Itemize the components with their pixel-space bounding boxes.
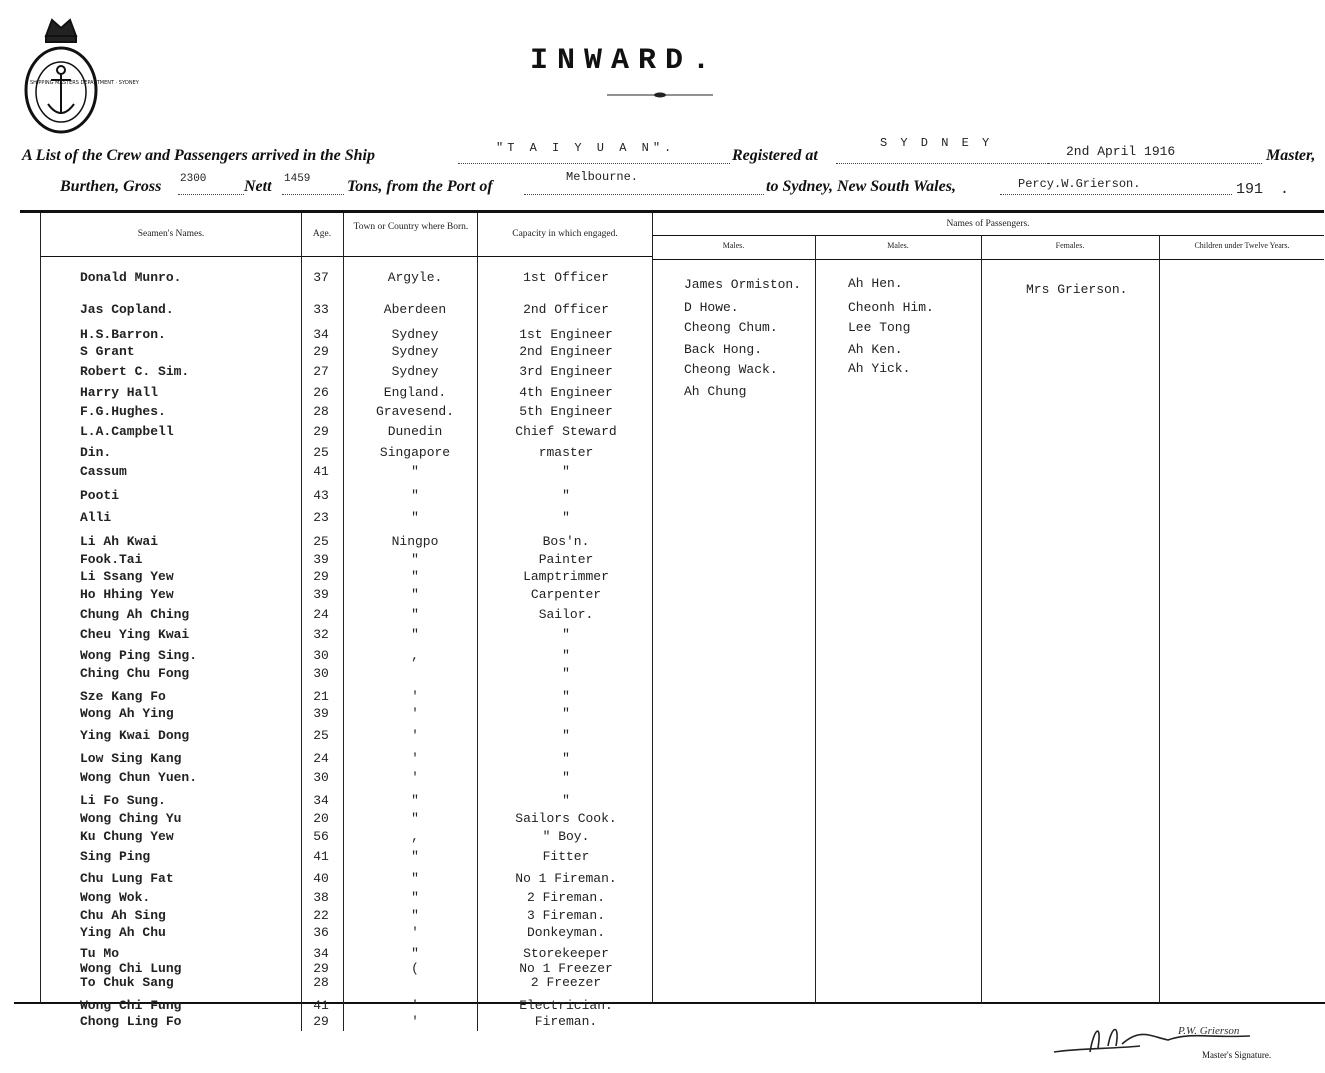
crew-name: To Chuk Sang [80, 975, 174, 990]
crew-name: Low Sing Kang [80, 751, 182, 766]
crew-capacity: Painter [538, 552, 594, 567]
crew-age: 25 [313, 534, 329, 549]
date-dotted-line [1048, 162, 1262, 164]
registered-label: Registered at [732, 147, 818, 164]
crew-name: Wong Chi Lung [80, 961, 182, 976]
crew-born: Aberdeen [383, 302, 447, 317]
passenger-male: Lee Tong [848, 320, 911, 335]
crew-capacity: 2nd Engineer [519, 344, 613, 359]
crew-born: " [411, 890, 419, 905]
crew-capacity: Sailor. [538, 607, 594, 622]
destination-label: to Sydney, New South Wales, [766, 178, 956, 195]
crew-born: " [411, 464, 419, 479]
crew-capacity: No 1 Fireman. [515, 871, 617, 886]
crew-age: 32 [313, 627, 329, 642]
crew-born: ' [411, 689, 419, 704]
crew-name: Chu Ah Sing [80, 908, 166, 923]
crew-born: " [411, 793, 419, 808]
crew-age: 25 [313, 728, 329, 743]
crew-name: Li Ssang Yew [80, 569, 174, 584]
crew-born: Sydney [391, 364, 439, 379]
crew-born: " [411, 552, 419, 567]
col-rule-age [301, 213, 302, 1031]
crew-name: Cheu Ying Kwai [80, 627, 190, 642]
crew-capacity: 3rd Engineer [519, 364, 613, 379]
crew-age: 36 [313, 925, 329, 940]
crew-name: Cassum [80, 464, 127, 479]
department-seal [22, 14, 139, 130]
crew-name: Pooti [80, 488, 120, 503]
passenger-male: Ah Yick. [848, 361, 911, 376]
crew-name: Wong Ping Sing. [80, 648, 198, 663]
crew-born: ' [411, 770, 419, 785]
column-header-rule [40, 256, 652, 257]
crew-age: 43 [313, 488, 329, 503]
col-header-capacity: Capacity in which engaged. [512, 229, 618, 239]
crew-name: Donald Munro. [80, 270, 182, 285]
col-header-age: Age. [312, 229, 332, 239]
crew-age: 56 [313, 829, 329, 844]
crew-capacity: Fitter [542, 849, 590, 864]
crew-capacity: Electrician. [519, 998, 613, 1013]
col-header-males2: Males. [887, 241, 909, 250]
crew-name: Wong Ah Ying [80, 706, 174, 721]
passenger-male: Back Hong. [684, 342, 763, 357]
crew-born: " [411, 488, 419, 503]
crew-born: " [411, 811, 419, 826]
crew-capacity: Sailors Cook. [515, 811, 617, 826]
crew-born: ' [411, 1014, 419, 1029]
gross-dotted-line [178, 193, 244, 195]
crew-name: Wong Chun Yuen. [80, 770, 198, 785]
crew-capacity: Chief Steward [515, 424, 617, 439]
passenger-female: Mrs Grierson. [1026, 282, 1128, 297]
crew-age: 28 [313, 975, 329, 990]
col-header-name: Seamen's Names. [137, 229, 205, 239]
crew-age: 29 [313, 961, 329, 976]
col-rule-capacity [477, 213, 478, 1031]
passenger-male: Ah Ken. [848, 342, 903, 357]
crew-name: Din. [80, 445, 112, 460]
crew-name: Ching Chu Fong [80, 666, 190, 681]
col-header-females: Females. [1055, 241, 1085, 250]
passenger-male: D Howe. [684, 300, 739, 315]
crew-capacity: " [562, 728, 570, 743]
crew-born: , [411, 648, 419, 663]
crew-age: 21 [313, 689, 329, 704]
crew-name: Wong Ching Yu [80, 811, 182, 826]
crew-name: Wong Wok. [80, 890, 151, 905]
crew-name: Li Ah Kwai [80, 534, 159, 549]
passenger-male: Ah Chung [684, 384, 747, 399]
port-dotted-line [524, 193, 764, 195]
crew-capacity: 4th Engineer [519, 385, 613, 400]
crew-born: " [411, 510, 419, 525]
col-rule-males2 [815, 235, 816, 1003]
crew-name: Alli [80, 510, 112, 525]
crew-born: " [411, 849, 419, 864]
crew-born: " [411, 946, 419, 961]
table-bottom-rule [14, 1002, 1325, 1004]
crew-born: Dunedin [387, 424, 443, 439]
crew-born: " [411, 627, 419, 642]
passenger-group-rule [652, 235, 1324, 236]
crew-name: Chu Lung Fat [80, 871, 174, 886]
crew-age: 30 [313, 770, 329, 785]
arrival-date: 2nd April 1916 [1066, 144, 1176, 159]
crew-born: Sydney [391, 344, 439, 359]
col-header-children: Children under Twelve Years. [1194, 241, 1290, 250]
crew-capacity: 3 Fireman. [526, 908, 605, 923]
crew-born: " [411, 569, 419, 584]
crew-name: Fook.Tai [80, 552, 143, 567]
crew-born: ' [411, 925, 419, 940]
crew-capacity: " [562, 666, 570, 681]
crew-name: Li Fo Sung. [80, 793, 166, 808]
crew-born: " [411, 908, 419, 923]
crew-born: " [411, 587, 419, 602]
registered-at: S Y D N E Y [880, 136, 993, 150]
crew-age: 25 [313, 445, 329, 460]
from-port: Melbourne. [566, 170, 639, 184]
crew-capacity: " [562, 648, 570, 663]
crew-capacity: " [562, 488, 570, 503]
crew-age: 41 [313, 464, 329, 479]
crew-born: ' [411, 728, 419, 743]
burthen-label: Burthen, Gross [60, 178, 162, 195]
crew-born: ' [411, 998, 419, 1013]
crew-name: Sing Ping [80, 849, 151, 864]
crew-age: 30 [313, 648, 329, 663]
master-label: Master, [1266, 147, 1316, 164]
crew-born: " [411, 607, 419, 622]
crew-name: H.S.Barron. [80, 327, 166, 342]
crew-capacity: 2 Freezer [530, 975, 602, 990]
crew-capacity: " [562, 751, 570, 766]
passenger-male: Ah Hen. [848, 276, 903, 291]
crew-capacity: " [562, 510, 570, 525]
registered-dotted-line [836, 162, 1048, 164]
col-rule-born [343, 213, 344, 1031]
crew-capacity: 1st Engineer [519, 327, 613, 342]
crew-age: 30 [313, 666, 329, 681]
crew-age: 34 [313, 793, 329, 808]
passenger-male: Cheong Wack. [684, 362, 778, 377]
nett-tons: 1459 [284, 173, 311, 185]
passenger-male: Cheong Chum. [684, 320, 778, 335]
crew-born: " [411, 871, 419, 886]
crew-born: ' [411, 751, 419, 766]
crew-capacity: Fireman. [534, 1014, 598, 1029]
crew-born: ( [411, 961, 419, 976]
crew-age: 34 [313, 327, 329, 342]
col-rule-name [40, 213, 41, 1003]
table-top-rule [20, 210, 1324, 213]
passenger-male: Cheonh Him. [848, 300, 934, 315]
crew-capacity: Bos'n. [542, 534, 590, 549]
crew-capacity: " [562, 770, 570, 785]
crew-age: 41 [313, 998, 329, 1013]
crew-capacity: " [562, 627, 570, 642]
crew-age: 29 [313, 344, 329, 359]
crew-born: Singapore [379, 445, 451, 460]
crew-age: 39 [313, 587, 329, 602]
master-dotted-line [1000, 193, 1232, 195]
crew-name: F.G.Hughes. [80, 404, 166, 419]
crew-age: 20 [313, 811, 329, 826]
crew-name: Chong Ling Fo [80, 1014, 182, 1029]
crew-born: Sydney [391, 327, 439, 342]
crew-capacity: 2 Fireman. [526, 890, 605, 905]
nett-label: Nett [244, 178, 272, 195]
col-header-males1: Males. [722, 241, 745, 250]
crew-name: Chung Ah Ching [80, 607, 190, 622]
crew-age: 39 [313, 706, 329, 721]
crew-name: S Grant [80, 344, 135, 359]
crew-capacity: Storekeeper [523, 946, 609, 961]
crew-age: 26 [313, 385, 329, 400]
crew-name: Robert C. Sim. [80, 364, 190, 379]
crew-born: Argyle. [387, 270, 443, 285]
seal-text: SHIPPING MASTERS DEPARTMENT · SYDNEY [30, 80, 139, 86]
signature-scrawl: P.W. Grierson [1178, 1025, 1240, 1037]
crew-name: Sze Kang Fo [80, 689, 166, 704]
master-name: Percy.W.Grierson. [1018, 177, 1141, 191]
year: 191 [1236, 181, 1264, 198]
crew-name: Wong Chi Fung [80, 998, 182, 1013]
crew-capacity: No 1 Freezer [519, 961, 613, 976]
crew-age: 24 [313, 607, 329, 622]
crew-age: 34 [313, 946, 329, 961]
title-flourish [605, 90, 715, 100]
crew-born: England. [383, 385, 447, 400]
crew-capacity: " Boy. [542, 829, 590, 844]
col-rule-passengers [652, 213, 653, 1003]
passenger-header-rule [652, 259, 1324, 260]
crew-name: Ying Ah Chu [80, 925, 166, 940]
crew-age: 40 [313, 871, 329, 886]
crew-age: 28 [313, 404, 329, 419]
passenger-male: James Ormiston. [684, 277, 802, 292]
crew-born: Gravesend. [375, 404, 454, 419]
crew-capacity: rmaster [538, 445, 594, 460]
crew-age: 29 [313, 569, 329, 584]
crew-capacity: " [562, 706, 570, 721]
crew-capacity: 1st Officer [523, 270, 609, 285]
crew-age: 41 [313, 849, 329, 864]
ship-name: "T A I Y U A N". [496, 141, 676, 155]
crew-capacity: Lamptrimmer [523, 569, 609, 584]
crew-capacity: " [562, 464, 570, 479]
crew-name: Jas Copland. [80, 302, 174, 317]
crew-age: 33 [313, 302, 329, 317]
crew-born: ' [411, 706, 419, 721]
crew-capacity: " [562, 689, 570, 704]
crew-capacity: Donkeyman. [526, 925, 605, 940]
col-rule-children [1159, 235, 1160, 1003]
gross-tons: 2300 [180, 173, 207, 185]
crew-age: 29 [313, 1014, 329, 1029]
ship-dotted-line [458, 162, 730, 164]
crew-age: 24 [313, 751, 329, 766]
col-rule-females [981, 235, 982, 1003]
col-header-passengers: Names of Passengers. [946, 219, 1030, 229]
crew-born: , [411, 829, 419, 844]
crew-age: 22 [313, 908, 329, 923]
nett-dotted-line [282, 193, 344, 195]
crew-age: 27 [313, 364, 329, 379]
crew-capacity: 5th Engineer [519, 404, 613, 419]
crew-name: Ying Kwai Dong [80, 728, 190, 743]
year-dot: . [1280, 181, 1290, 198]
crew-age: 23 [313, 510, 329, 525]
crew-born: Ningpo [391, 534, 439, 549]
document-title: INWARD. [530, 44, 720, 78]
crew-name: Ho Hhing Yew [80, 587, 174, 602]
crew-name: Harry Hall [80, 385, 159, 400]
crew-capacity: Carpenter [530, 587, 602, 602]
header-line1-prefix: A List of the Crew and Passengers arrived in the Ship [22, 147, 375, 164]
crew-name: Tu Mo [80, 946, 120, 961]
crew-name: Ku Chung Yew [80, 829, 174, 844]
col-header-born: Town or Country where Born. [353, 222, 469, 232]
crew-age: 38 [313, 890, 329, 905]
crew-capacity: 2nd Officer [523, 302, 609, 317]
crew-age: 29 [313, 424, 329, 439]
tons-label: Tons, from the Port of [347, 178, 493, 195]
crew-age: 39 [313, 552, 329, 567]
crew-age: 37 [313, 270, 329, 285]
master-signature-label: Master's Signature. [1202, 1050, 1272, 1060]
crew-name: L.A.Campbell [80, 424, 174, 439]
crew-capacity: " [562, 793, 570, 808]
